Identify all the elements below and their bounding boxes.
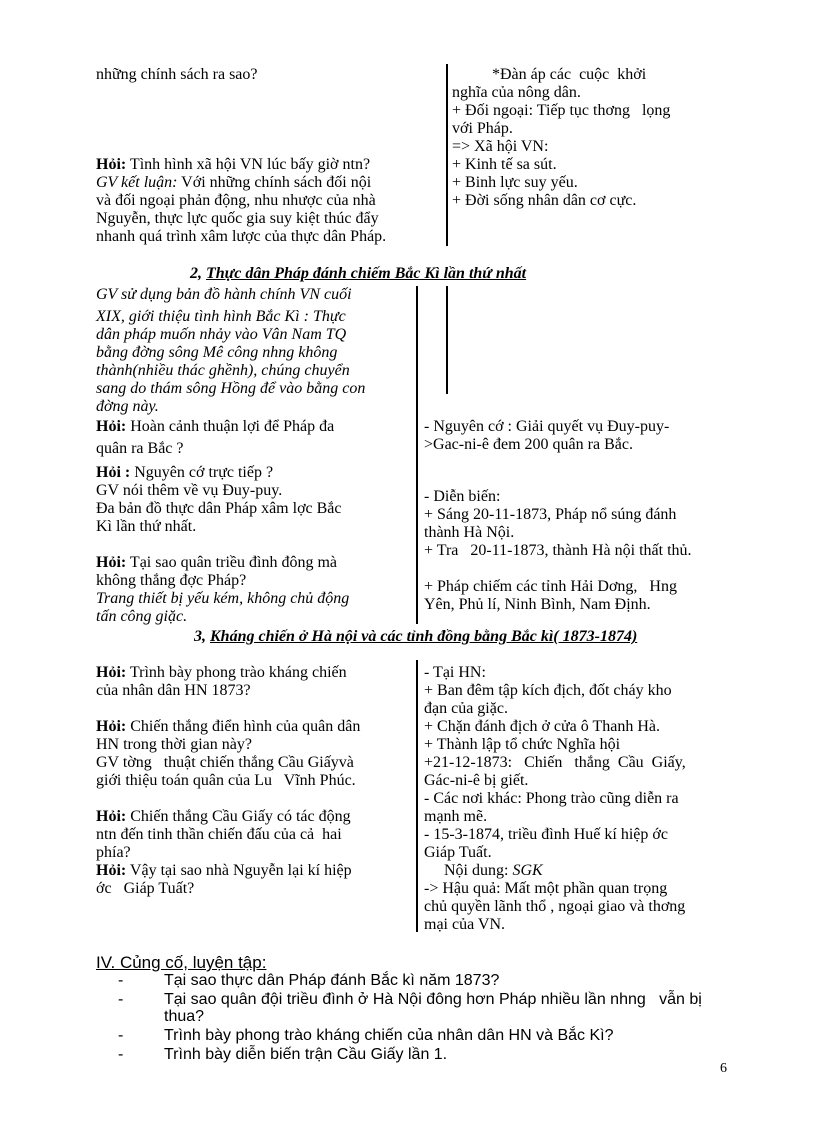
section-2-right-column: - Nguyên cớ : Giải quyết vụ Đuy-puy- >Gac-ni-ê đem 200 quân ra Bắc. - Diễn biến: + Sáng 20-11-1873, Pháp nổ súng đánh thành Hà Nội. + Tra 20-11-1873, thành Hà nội thất thủ. + Pháp chiếm các tỉnh Hải Dơng, Hng Yên, Phủ lí, Ninh Bình, Nam Định. xyxy=(424,418,692,613)
top-right-line: + Kinh tế sa sút. xyxy=(452,156,557,173)
section-2-heading: 2, Thực dân Pháp đánh chiếm Bắc Kì lần thứ nhất xyxy=(190,265,527,282)
top-conclusion-line-3: Nguyễn, thực lực quốc gia suy kiệt thúc đẩy xyxy=(96,210,379,227)
top-question-1: những chính sách ra sao? xyxy=(96,66,258,83)
page-number: 6 xyxy=(720,1061,727,1076)
top-right-line: *Đàn áp các cuộc khởi xyxy=(452,66,647,83)
top-question-2: Hỏi: Tình hình xã hội VN lúc bấy giờ ntn? xyxy=(96,156,371,173)
top-left-column xyxy=(96,66,441,246)
section-3-left-column: Hỏi: Trình bày phong trào kháng chiến của nhân dân HN 1873? Hỏi: Chiến thắng điển hình của quân dân HN trong thời gian này? GV tờng thuật chiến thắng Cầu Giấyvà giới thiệu toán quân của Lu Vĩnh Phúc. Hỏi: Chiến thắng Cầu Giấy có tác động ntn đến tinh thần chiến đấu của cả hai phía? Hỏi: Vậy tại sao nhà Nguyễn lại kí hiệp ớc Giáp Tuất? xyxy=(96,664,361,897)
top-right-line: với Pháp. xyxy=(452,120,513,137)
question-why: Hỏi: Tại sao quân triều đình đông mà xyxy=(96,554,337,571)
list-item: - Tại sao quân đội triều đình ở Hà Nội đông hơn Pháp nhiều lần nhng vẫn bị xyxy=(118,991,702,1008)
top-right-line: + Binh lực suy yếu. xyxy=(452,174,578,191)
section-3-right-column: - Tại HN: + Ban đêm tập kích địch, đốt cháy kho đạn của giặc. + Chặn đánh địch ở cửa ô Thanh Hà. + Thành lập tổ chức Nghĩa hội +21-12-1873: Chiến thắng Cầu Giấy, Gác-ni-ê bị giết. - Các nơi khác: Phong trào cũng diễn ra mạnh mẽ. - 15-3-1874, triều đình Huế kí hiệp ớc Giáp Tuất. Nội dung: SGK -> Hậu quả: Mất một phần quan trọng chủ quyền lãnh thổ , ngoại giao và thơng mại của VN. xyxy=(424,664,686,933)
top-conclusion-line-1: GV kết luận: Với những chính sách đối nội xyxy=(96,174,372,191)
review-questions-list xyxy=(118,972,758,1063)
top-column-divider xyxy=(446,64,448,246)
top-right-column xyxy=(452,66,752,210)
list-item: - Trình bày diễn biến trận Cầu Giấy lần 1. xyxy=(118,1046,448,1063)
section-2-outer-divider xyxy=(446,286,448,394)
list-item: - Tại sao thực dân Pháp đánh Bắc kì năm 1873? xyxy=(118,972,500,989)
section-2-left-questions: Hỏi: Hoàn cảnh thuận lợi để Pháp đa quân ra Bắc ? Hỏi : Nguyên cớ trực tiếp ? GV nói thêm về vụ Đuy-puy. Đa bản đồ thực dân Pháp xâm lợc Bắc Kì lần thứ nhất. Hỏi: Tại sao quân triều đình đông mà không thắng đợc Pháp? Trang thiết bị yếu kém, không chủ động tấn công giặc. xyxy=(96,418,411,626)
question-context: Hỏi: Hoàn cảnh thuận lợi để Pháp đa xyxy=(96,418,335,435)
question-cause: Hỏi : Nguyên cớ trực tiếp ? xyxy=(96,464,274,481)
section-2-column-divider xyxy=(416,286,418,624)
section-3-column-divider xyxy=(416,660,418,932)
section-4-heading: IV. Củng cố, luyện tập: xyxy=(96,953,267,972)
top-right-line: + Đối ngoại: Tiếp tục thơng lọng xyxy=(452,102,671,119)
section-2-intro: GV sử dụng bản đồ hành chính VN cuối XIX, giới thiệu tình hình Bắc Kì : Thực dân pháp muốn nhảy vào Vân Nam TQ bằng đờng sông Mê công nhng không thành(nhiều thác ghềnh), chúng chuyển sang do thám sông Hồng để vào bằng con đờng này. xyxy=(96,286,366,415)
section-3-heading: 3, Kháng chiến ở Hà nội và các tỉnh đồng bằng Bắc kì( 1873-1874) xyxy=(194,628,638,645)
list-item: - Trình bày phong trào kháng chiến của nhân dân HN và Bắc Kì? xyxy=(118,1027,614,1044)
list-item-continuation: thua? xyxy=(164,1008,205,1025)
top-conclusion-line-4: nhanh quá trình xâm lược của thực dân Pháp. xyxy=(96,228,387,245)
top-right-line: => Xã hội VN: xyxy=(452,138,549,155)
top-conclusion-line-2: và đối ngoại phản động, nhu nhược của nhà xyxy=(96,192,376,209)
top-right-line: + Đời sống nhân dân cơ cực. xyxy=(452,192,637,209)
top-right-line: nghĩa của nông dân. xyxy=(452,84,581,101)
